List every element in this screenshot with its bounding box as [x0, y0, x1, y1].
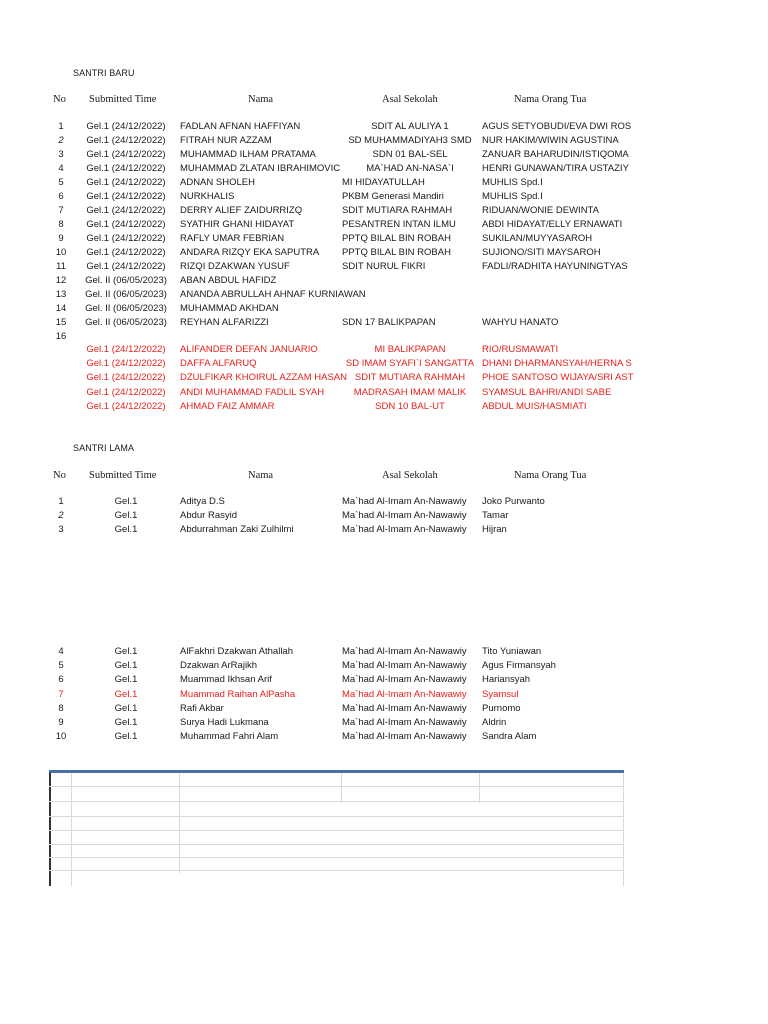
nama-cell: AHMAD FAIZ AMMAR — [180, 400, 275, 412]
nama-cell: SYATHIR GHANI HIDAYAT — [180, 219, 295, 230]
nama-orang-tua-cell: Syamsul — [482, 688, 519, 700]
submitted-time-cell: Gel.1 — [114, 702, 138, 714]
nama-cell: Abdurrahman Zaki Zulhilmi — [180, 524, 294, 535]
santri-lama-row — [0, 673, 768, 687]
santri-lama-row — [0, 716, 768, 730]
nama-cell: ANANDA ABRULLAH AHNAF KURNIAWAN — [180, 289, 366, 300]
nama-orang-tua-cell: MUHLIS Spd.I — [482, 177, 543, 188]
santri-lama-row — [0, 730, 768, 744]
submitted-time-cell: Gel.1 — [114, 524, 138, 535]
nama-cell: MUHAMMAD AKHDAN — [180, 303, 279, 314]
nama-orang-tua-cell: RIO/RUSMAWATI — [482, 344, 559, 355]
nama-orang-tua-cell: ABDI HIDAYAT/ELLY ERNAWATI — [482, 219, 623, 230]
submitted-time-cell: Gel.1 — [114, 660, 138, 672]
santri-baru-row — [0, 162, 768, 176]
header-nama-orang-tua: Nama Orang Tua — [514, 94, 587, 105]
nama-cell: Muammad Raihan AlPasha — [180, 688, 296, 700]
santri-baru-row — [0, 288, 768, 302]
santri-baru-row — [0, 232, 768, 246]
nama-cell: REYHAN ALFARIZZI — [180, 317, 269, 328]
santri-lama-title: SANTRI LAMA — [73, 443, 135, 453]
nama-cell: MUHAMMAD ILHAM PRATAMA — [180, 149, 316, 160]
row-number: 2 — [58, 135, 64, 146]
row-number: 3 — [58, 149, 64, 160]
grid-row-line — [49, 816, 624, 817]
row-number: 1 — [58, 121, 64, 132]
nama-cell: DERRY ALIEF ZAIDURRIZQ — [180, 205, 303, 216]
nama-orang-tua-cell: Hijran — [482, 524, 507, 535]
nama-orang-tua-cell: SUJIONO/SITI MAYSAROH — [482, 247, 601, 258]
santri-baru-title: SANTRI BARU — [73, 68, 135, 78]
nama-orang-tua-cell: PHOE SANTOSO WIJAYA/SRI AST — [482, 372, 634, 384]
asal-sekolah-cell: MA`HAD AN-NASA`I — [366, 163, 454, 174]
asal-sekolah-cell: Ma`had Al-Imam An-Nawawiy — [342, 688, 467, 700]
row-number: 13 — [55, 289, 67, 300]
asal-sekolah-cell: Ma`had Al-Imam An-Nawawiy — [342, 674, 467, 686]
nama-cell: RAFLY UMAR FEBRIAN — [180, 233, 285, 244]
santri-lama-row — [0, 645, 768, 659]
asal-sekolah-cell: SDIT AL AULIYA 1 — [371, 121, 449, 132]
asal-sekolah-cell: SDIT NURUL FIKRI — [342, 261, 426, 272]
nama-orang-tua-cell: Aldrin — [482, 717, 507, 728]
asal-sekolah-cell: PESANTREN INTAN ILMU — [342, 219, 456, 230]
nama-cell: DZULFIKAR KHOIRUL AZZAM HASAN — [180, 372, 347, 384]
nama-cell: AlFakhri Dzakwan Athallah — [180, 646, 293, 657]
grid-row-line — [49, 870, 624, 871]
submitted-time-cell: Gel.1 — [114, 731, 138, 743]
nama-cell: Aditya D.S — [180, 496, 225, 507]
nama-cell: ADNAN SHOLEH — [180, 177, 255, 188]
nama-cell: FITRAH NUR AZZAM — [180, 135, 272, 146]
nama-orang-tua-cell: Hariansyah — [482, 674, 531, 686]
submitted-time-cell: Gel.1 (24/12/2022) — [86, 121, 166, 132]
row-number: 6 — [58, 191, 64, 202]
nama-orang-tua-cell: Purnomo — [482, 702, 521, 714]
submitted-time-cell: Gel.1 (24/12/2022) — [86, 261, 166, 272]
santri-baru-row — [0, 218, 768, 232]
row-number: 15 — [55, 317, 67, 328]
nama-orang-tua-cell: RIDUAN/WONIE DEWINTA — [482, 205, 599, 216]
santri-baru-row — [0, 176, 768, 190]
row-number: 5 — [58, 177, 64, 188]
nama-orang-tua-cell: MUHLIS Spd.I — [482, 191, 543, 202]
submitted-time-cell: Gel.1 (24/12/2022) — [86, 191, 166, 202]
grid-col-line — [179, 773, 180, 873]
santri-baru-row — [0, 246, 768, 260]
nama-cell: Rafi Akbar — [180, 702, 224, 714]
asal-sekolah-cell: Ma`had Al-Imam An-Nawawiy — [342, 731, 467, 743]
submitted-time-cell: Gel.1 (24/12/2022) — [86, 344, 166, 355]
asal-sekolah-cell: MI BALIKPAPAN — [374, 344, 446, 355]
row-number: 3 — [58, 524, 64, 535]
grid-header-line — [49, 770, 624, 773]
asal-sekolah-cell: PPTQ BILAL BIN ROBAH — [342, 247, 451, 258]
nama-orang-tua-cell: HENRI GUNAWAN/TIRA USTAZIY — [482, 163, 629, 174]
nama-cell: ABAN ABDUL HAFIDZ — [180, 275, 277, 286]
row-number: 12 — [55, 275, 67, 286]
nama-orang-tua-cell: Tito Yuniawan — [482, 646, 542, 657]
submitted-time-cell: Gel.1 (24/12/2022) — [86, 205, 166, 216]
asal-sekolah-cell: MADRASAH IMAM MALIK — [353, 386, 467, 398]
submitted-time-cell: Gel.1 (24/12/2022) — [86, 358, 166, 370]
row-number: 16 — [55, 331, 67, 342]
santri-lama-row — [0, 702, 768, 716]
submitted-time-cell: Gel.1 — [114, 674, 138, 686]
row-number: 2 — [58, 510, 64, 521]
asal-sekolah-cell: SD MUHAMMADIYAH3 SMD — [348, 135, 472, 146]
header-nama-orang-tua-lama: Nama Orang Tua — [514, 470, 587, 481]
asal-sekolah-cell: Ma`had Al-Imam An-Nawawiy — [342, 660, 467, 672]
grid-row-line — [49, 844, 624, 845]
empty-table-grid — [49, 770, 624, 886]
santri-baru-red-row — [0, 343, 768, 357]
nama-orang-tua-cell: ZANUAR BAHARUDIN/ISTIQOMA — [482, 149, 629, 160]
grid-row-line — [49, 830, 624, 831]
nama-orang-tua-cell: Tamar — [482, 510, 509, 521]
submitted-time-cell: Gel.1 — [114, 688, 138, 700]
santri-lama-row — [0, 688, 768, 702]
asal-sekolah-cell: Ma`had Al-Imam An-Nawawiy — [342, 717, 467, 728]
santri-baru-red-row — [0, 371, 768, 385]
asal-sekolah-cell: SD IMAM SYAFI`I SANGATTA — [345, 358, 475, 370]
nama-orang-tua-cell: ABDUL MUIS/HASMIATI — [482, 400, 587, 412]
nama-cell: FADLAN AFNAN HAFFIYAN — [180, 121, 301, 132]
submitted-time-cell: Gel. II (06/05/2023) — [85, 275, 167, 286]
row-number: 9 — [58, 717, 64, 728]
submitted-time-cell: Gel. II (06/05/2023) — [85, 303, 167, 314]
nama-orang-tua-cell: SUKILAN/MUYYASAROH — [482, 233, 593, 244]
submitted-time-cell: Gel.1 (24/12/2022) — [86, 219, 166, 230]
asal-sekolah-cell: SDN 01 BAL-SEL — [372, 149, 448, 160]
santri-baru-red-row — [0, 386, 768, 400]
submitted-time-cell: Gel.1 — [114, 510, 138, 521]
santri-lama-row — [0, 495, 768, 509]
asal-sekolah-cell: SDN 17 BALIKPAPAN — [342, 317, 436, 328]
asal-sekolah-cell: Ma`had Al-Imam An-Nawawiy — [342, 702, 467, 714]
nama-orang-tua-cell: Joko Purwanto — [482, 496, 545, 507]
nama-orang-tua-cell: NUR HAKIM/WIWIN AGUSTINA — [482, 135, 619, 146]
header-nama: Nama — [248, 94, 274, 105]
row-number: 10 — [55, 247, 67, 258]
row-number: 7 — [58, 688, 64, 700]
submitted-time-cell: Gel.1 (24/12/2022) — [86, 386, 166, 398]
santri-baru-row — [0, 204, 768, 218]
asal-sekolah-cell: Ma`had Al-Imam An-Nawawiy — [342, 524, 467, 535]
asal-sekolah-cell: Ma`had Al-Imam An-Nawawiy — [342, 510, 467, 521]
header-no: No — [53, 94, 66, 105]
nama-cell: MUHAMMAD ZLATAN IBRAHIMOVIC — [180, 163, 341, 174]
header-nama-lama: Nama — [248, 470, 274, 481]
submitted-time-cell: Gel.1 (24/12/2022) — [86, 372, 166, 384]
header-asal-sekolah-lama: Asal Sekolah — [382, 470, 438, 481]
asal-sekolah-cell: PKBM Generasi Mandiri — [342, 191, 444, 202]
row-number: 1 — [58, 496, 64, 507]
asal-sekolah-cell: PPTQ BILAL BIN ROBAH — [342, 233, 451, 244]
asal-sekolah-cell: SDIT MUTIARA RAHMAH — [354, 372, 466, 384]
submitted-time-cell: Gel.1 (24/12/2022) — [86, 400, 166, 412]
nama-cell: Surya Hadi Lukmana — [180, 717, 269, 728]
row-number: 9 — [58, 233, 64, 244]
santri-baru-row — [0, 148, 768, 162]
submitted-time-cell: Gel.1 — [114, 717, 138, 728]
nama-cell: ANDI MUHAMMAD FADLIL SYAH — [180, 386, 325, 398]
header-asal-sekolah: Asal Sekolah — [382, 94, 438, 105]
header-no-lama: No — [53, 470, 66, 481]
santri-baru-row — [0, 274, 768, 288]
submitted-time-cell: Gel.1 (24/12/2022) — [86, 163, 166, 174]
nama-cell: ANDARA RIZQY EKA SAPUTRA — [180, 247, 320, 258]
row-number: 5 — [58, 660, 64, 672]
row-number: 7 — [58, 205, 64, 216]
nama-cell: NURKHALIS — [180, 191, 235, 202]
santri-baru-row — [0, 134, 768, 148]
nama-cell: Muammad Ikhsan Arif — [180, 674, 272, 686]
santri-baru-row — [0, 330, 768, 344]
nama-orang-tua-cell: FADLI/RADHITA HAYUNINGTYAS — [482, 261, 628, 272]
nama-orang-tua-cell: SYAMSUL BAHRI/ANDI SABE — [482, 386, 612, 398]
asal-sekolah-cell: SDIT MUTIARA RAHMAH — [342, 205, 453, 216]
nama-orang-tua-cell: Sandra Alam — [482, 731, 537, 743]
submitted-time-cell: Gel.1 (24/12/2022) — [86, 247, 166, 258]
header-submitted-time-lama: Submitted Time — [89, 470, 157, 481]
santri-baru-row — [0, 190, 768, 204]
grid-col-line — [479, 773, 480, 803]
asal-sekolah-cell: Ma`had Al-Imam An-Nawawiy — [342, 496, 467, 507]
santri-baru-red-row — [0, 357, 768, 371]
row-number: 6 — [58, 674, 64, 686]
nama-orang-tua-cell: DHANI DHARMANSYAH/HERNA S — [482, 358, 632, 370]
row-number: 10 — [55, 731, 67, 743]
nama-cell: Muhammad Fahri Alam — [180, 731, 279, 743]
submitted-time-cell: Gel.1 — [114, 496, 138, 507]
submitted-time-cell: Gel.1 (24/12/2022) — [86, 135, 166, 146]
santri-lama-row — [0, 509, 768, 523]
submitted-time-cell: Gel.1 (24/12/2022) — [86, 233, 166, 244]
row-number: 8 — [58, 702, 64, 714]
submitted-time-cell: Gel.1 — [114, 646, 138, 657]
submitted-time-cell: Gel. II (06/05/2023) — [85, 317, 167, 328]
row-number: 4 — [58, 163, 64, 174]
submitted-time-cell: Gel.1 (24/12/2022) — [86, 177, 166, 188]
asal-sekolah-cell: MI HIDAYATULLAH — [342, 177, 425, 188]
grid-row-line — [49, 801, 624, 802]
row-number: 14 — [55, 303, 67, 314]
submitted-time-cell: Gel. II (06/05/2023) — [85, 289, 167, 300]
nama-cell: DAFFA ALFARUQ — [180, 358, 257, 370]
nama-cell: Abdur Rasyid — [180, 510, 238, 521]
grid-row-line — [49, 786, 624, 787]
santri-baru-red-row — [0, 400, 768, 414]
header-submitted-time: Submitted Time — [89, 94, 157, 105]
santri-baru-row — [0, 120, 768, 134]
nama-orang-tua-cell: WAHYU HANATO — [482, 317, 559, 328]
nama-orang-tua-cell: AGUS SETYOBUDI/EVA DWI ROS — [482, 121, 632, 132]
santri-baru-row — [0, 302, 768, 316]
santri-lama-row — [0, 659, 768, 673]
nama-cell: ALIFANDER DEFAN JANUARIO — [180, 344, 318, 355]
grid-col-line — [341, 773, 342, 803]
row-number: 4 — [58, 646, 64, 657]
santri-baru-row — [0, 316, 768, 330]
nama-orang-tua-cell: Agus Firmansyah — [482, 660, 556, 672]
row-number: 11 — [56, 261, 66, 272]
santri-lama-row — [0, 523, 768, 537]
nama-cell: Dzakwan ArRajikh — [180, 660, 258, 672]
grid-row-line — [49, 857, 624, 858]
asal-sekolah-cell: SDN 10 BAL-UT — [375, 400, 445, 412]
asal-sekolah-cell: Ma`had Al-Imam An-Nawawiy — [342, 646, 467, 657]
submitted-time-cell: Gel.1 (24/12/2022) — [86, 149, 166, 160]
row-number: 8 — [58, 219, 64, 230]
nama-cell: RIZQI DZAKWAN YUSUF — [180, 261, 290, 272]
santri-baru-row — [0, 260, 768, 274]
